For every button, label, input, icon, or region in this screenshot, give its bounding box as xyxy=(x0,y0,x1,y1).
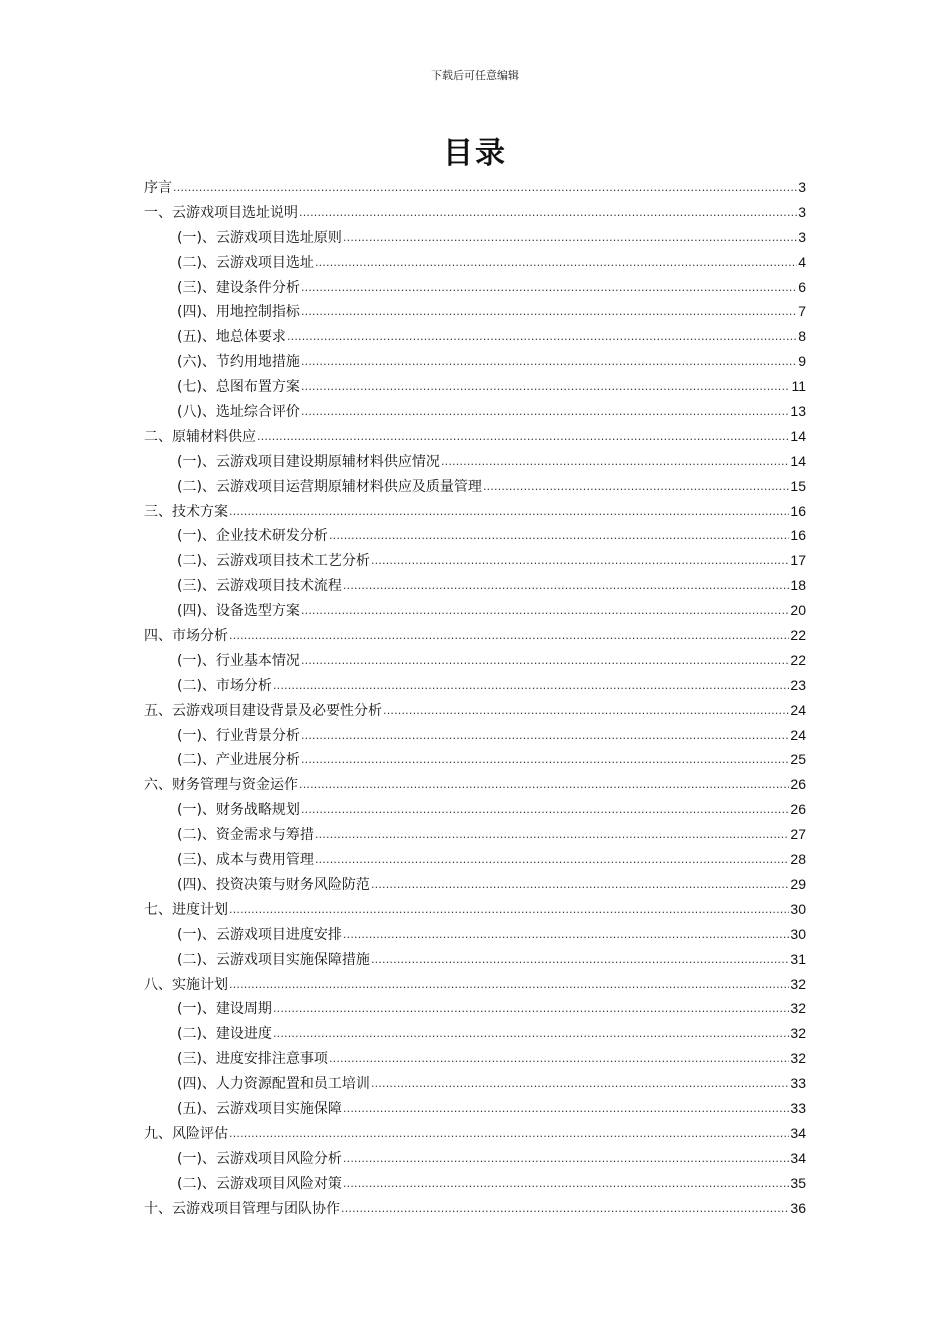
toc-page-number: 34 xyxy=(790,1124,806,1141)
toc-page-number: 32 xyxy=(790,975,806,992)
dot-leader xyxy=(301,598,789,624)
dot-leader xyxy=(483,474,789,500)
dot-leader xyxy=(371,548,789,574)
toc-entry[interactable] xyxy=(144,424,806,449)
dot-leader xyxy=(343,1096,789,1122)
toc-page-number: 13 xyxy=(790,403,806,420)
toc-page-number: 27 xyxy=(790,826,806,843)
toc-subentry[interactable] xyxy=(144,225,806,250)
toc-entry-title: (四)、投资决策与财务风险防范 xyxy=(177,876,370,893)
toc-entry-title: 三、技术方案 xyxy=(144,503,228,520)
toc-page-number: 16 xyxy=(790,527,806,544)
dot-leader xyxy=(301,399,789,425)
dot-leader xyxy=(229,972,789,998)
toc-entry-title: (七)、总图布置方案 xyxy=(177,379,300,396)
dot-leader xyxy=(343,922,789,948)
toc-entry-title: 四、市场分析 xyxy=(144,628,228,645)
toc-entry[interactable] xyxy=(144,1196,806,1221)
toc-page-number: 36 xyxy=(790,1199,806,1216)
toc-entry-title: (一)、行业背景分析 xyxy=(177,727,300,744)
toc-subentry[interactable] xyxy=(144,1171,806,1196)
toc-entry-title: (四)、设备选型方案 xyxy=(177,603,300,620)
toc-subentry[interactable] xyxy=(144,1146,806,1171)
dot-leader xyxy=(329,1046,789,1072)
toc-subentry[interactable] xyxy=(144,523,806,548)
toc-entry-title: (一)、建设周期 xyxy=(177,1001,272,1018)
toc-page-number: 23 xyxy=(790,676,806,693)
toc-page-number: 33 xyxy=(790,1099,806,1116)
toc-entry[interactable] xyxy=(144,772,806,797)
toc-page-number: 8 xyxy=(798,328,806,345)
toc-entry-title: 九、风险评估 xyxy=(144,1125,228,1142)
dot-leader xyxy=(301,374,791,400)
toc-subentry[interactable] xyxy=(144,922,806,947)
dot-leader xyxy=(301,723,789,749)
toc-page-number: 26 xyxy=(790,801,806,818)
toc-entry-title: (三)、云游戏项目技术流程 xyxy=(177,578,342,595)
toc-entry-title: (二)、云游戏项目技术工艺分析 xyxy=(177,553,370,570)
toc-entry[interactable] xyxy=(144,698,806,723)
dot-leader xyxy=(371,1071,789,1097)
dot-leader xyxy=(299,772,789,798)
header-note: 下载后可任意编辑 xyxy=(431,69,519,82)
toc-entry[interactable] xyxy=(144,623,806,648)
toc-page-number: 32 xyxy=(790,1025,806,1042)
dot-leader xyxy=(343,1146,789,1172)
toc-entry[interactable] xyxy=(144,1121,806,1146)
dot-leader xyxy=(229,499,789,525)
toc-entry-title: (一)、企业技术研发分析 xyxy=(177,528,328,545)
toc-page-number: 33 xyxy=(790,1075,806,1092)
dot-leader xyxy=(229,897,789,923)
dot-leader xyxy=(301,747,789,773)
toc-entry[interactable] xyxy=(144,200,806,225)
toc-page-number: 24 xyxy=(790,726,806,743)
toc-entry-title: (二)、云游戏项目实施保障措施 xyxy=(177,951,370,968)
toc-entry-title: 二、原辅材料供应 xyxy=(144,428,256,445)
toc-page-number: 32 xyxy=(790,1000,806,1017)
toc-subentry[interactable] xyxy=(144,996,806,1021)
toc-subentry[interactable] xyxy=(144,1046,806,1071)
toc-entry-title: (四)、人力资源配置和员工培训 xyxy=(177,1076,370,1093)
toc-subentry[interactable] xyxy=(144,474,806,499)
toc-page-number: 20 xyxy=(790,602,806,619)
dot-leader xyxy=(371,872,789,898)
toc-entry-title: 八、实施计划 xyxy=(144,976,228,993)
toc-entry-title: 六、财务管理与资金运作 xyxy=(144,777,298,794)
table-of-contents xyxy=(144,175,806,1220)
toc-entry-title: (一)、云游戏项目风险分析 xyxy=(177,1150,342,1167)
dot-leader xyxy=(301,275,797,301)
toc-page-number: 35 xyxy=(790,1174,806,1191)
toc-page-number: 4 xyxy=(798,253,806,270)
toc-page-number: 3 xyxy=(798,179,806,195)
toc-subentry[interactable] xyxy=(144,673,806,698)
toc-entry[interactable] xyxy=(144,972,806,997)
toc-entry-title: 七、进度计划 xyxy=(144,901,228,918)
toc-page-number: 26 xyxy=(790,776,806,793)
toc-page-number: 16 xyxy=(790,502,806,519)
toc-page-number: 24 xyxy=(790,701,806,718)
dot-leader xyxy=(301,349,797,375)
dot-leader xyxy=(301,797,789,823)
toc-entry-title: 五、云游戏项目建设背景及必要性分析 xyxy=(144,702,382,719)
toc-subentry[interactable] xyxy=(144,872,806,897)
toc-page-number: 29 xyxy=(790,875,806,892)
toc-subentry[interactable] xyxy=(144,548,806,573)
dot-leader xyxy=(343,1171,789,1197)
dot-leader xyxy=(273,1021,789,1047)
toc-entry-title: (三)、建设条件分析 xyxy=(177,279,300,296)
toc-page-number: 9 xyxy=(798,353,806,370)
toc-page-number: 30 xyxy=(790,925,806,942)
toc-entry-title: (二)、建设进度 xyxy=(177,1026,272,1043)
toc-page-number: 25 xyxy=(790,751,806,768)
toc-page-number: 11 xyxy=(791,378,806,395)
toc-subentry[interactable] xyxy=(144,299,806,324)
toc-page-number: 30 xyxy=(790,900,806,917)
toc-page-number: 31 xyxy=(790,950,806,967)
toc-page-number: 22 xyxy=(790,651,806,668)
toc-entry-title: (一)、云游戏项目选址原则 xyxy=(177,229,342,246)
dot-leader xyxy=(301,648,789,674)
toc-entry[interactable] xyxy=(144,499,806,524)
dot-leader xyxy=(343,225,797,251)
toc-entry-title: (五)、云游戏项目实施保障 xyxy=(177,1100,342,1117)
toc-entry-title: (一)、云游戏项目进度安排 xyxy=(177,926,342,943)
toc-subentry[interactable] xyxy=(144,275,806,300)
toc-entry-title: (八)、选址综合评价 xyxy=(177,404,300,421)
toc-entry-title: (二)、产业进展分析 xyxy=(177,752,300,769)
toc-subentry[interactable] xyxy=(144,1071,806,1096)
toc-page-number: 7 xyxy=(798,303,806,320)
toc-entry-title: (一)、财务战略规划 xyxy=(177,802,300,819)
toc-subentry[interactable] xyxy=(144,598,806,623)
toc-entry-title: 十、云游戏项目管理与团队协作 xyxy=(144,1200,340,1217)
dot-leader xyxy=(315,847,789,873)
toc-page-number: 22 xyxy=(790,627,806,644)
toc-entry[interactable] xyxy=(144,175,806,200)
toc-subentry[interactable] xyxy=(144,1096,806,1121)
page-title: 目录 xyxy=(443,136,507,171)
dot-leader xyxy=(229,1121,789,1147)
toc-page-number: 14 xyxy=(790,452,806,469)
toc-page-number: 34 xyxy=(790,1149,806,1166)
dot-leader xyxy=(341,1196,789,1222)
toc-entry-title: (二)、云游戏项目运营期原辅材料供应及质量管理 xyxy=(177,478,482,495)
toc-subentry[interactable] xyxy=(144,349,806,374)
toc-page-number: 17 xyxy=(790,552,806,569)
toc-page-number: 3 xyxy=(798,228,806,245)
dot-leader xyxy=(229,623,789,649)
toc-page-number: 32 xyxy=(790,1050,806,1067)
toc-subentry[interactable] xyxy=(144,374,806,399)
toc-subentry[interactable] xyxy=(144,723,806,748)
toc-subentry[interactable] xyxy=(144,324,806,349)
toc-page-number: 6 xyxy=(798,278,806,295)
toc-subentry[interactable] xyxy=(144,747,806,772)
toc-entry-title: (一)、云游戏项目建设期原辅材料供应情况 xyxy=(177,453,440,470)
toc-subentry[interactable] xyxy=(144,250,806,275)
toc-subentry[interactable] xyxy=(144,1021,806,1046)
toc-entry-title: (三)、成本与费用管理 xyxy=(177,852,314,869)
toc-subentry[interactable] xyxy=(144,822,806,847)
dot-leader xyxy=(329,523,789,549)
dot-leader xyxy=(441,449,789,475)
toc-page-number: 15 xyxy=(790,477,806,494)
dot-leader xyxy=(371,947,789,973)
dot-leader xyxy=(383,698,789,724)
toc-subentry[interactable] xyxy=(144,573,806,598)
toc-entry-title: (四)、用地控制指标 xyxy=(177,304,300,321)
dot-leader xyxy=(257,424,789,450)
toc-entry-title: 一、云游戏项目选址说明 xyxy=(144,204,298,221)
toc-subentry[interactable] xyxy=(144,847,806,872)
toc-page-number: 3 xyxy=(798,203,806,220)
dot-leader xyxy=(315,822,789,848)
toc-entry-title: (二)、市场分析 xyxy=(177,677,272,694)
dot-leader xyxy=(343,573,789,599)
toc-entry-title: 序言 xyxy=(144,180,172,196)
toc-entry-title: (二)、资金需求与筹措 xyxy=(177,827,314,844)
toc-entry-title: (一)、行业基本情况 xyxy=(177,652,300,669)
toc-subentry[interactable] xyxy=(144,947,806,972)
dot-leader xyxy=(273,673,789,699)
dot-leader xyxy=(173,175,797,201)
dot-leader xyxy=(301,299,797,325)
toc-entry[interactable] xyxy=(144,897,806,922)
toc-page-number: 28 xyxy=(790,851,806,868)
toc-entry-title: (二)、云游戏项目选址 xyxy=(177,254,314,271)
toc-subentry[interactable] xyxy=(144,797,806,822)
dot-leader xyxy=(315,250,797,276)
toc-subentry[interactable] xyxy=(144,449,806,474)
dot-leader xyxy=(287,324,797,350)
dot-leader xyxy=(299,200,797,226)
toc-entry-title: (六)、节约用地措施 xyxy=(177,354,300,371)
toc-entry-title: (二)、云游戏项目风险对策 xyxy=(177,1175,342,1192)
toc-page-number: 18 xyxy=(790,577,806,594)
toc-entry-title: (五)、地总体要求 xyxy=(177,329,286,346)
toc-subentry[interactable] xyxy=(144,399,806,424)
toc-subentry[interactable] xyxy=(144,648,806,673)
toc-entry-title: (三)、进度安排注意事项 xyxy=(177,1051,328,1068)
toc-page-number: 14 xyxy=(790,427,806,444)
dot-leader xyxy=(273,996,789,1022)
